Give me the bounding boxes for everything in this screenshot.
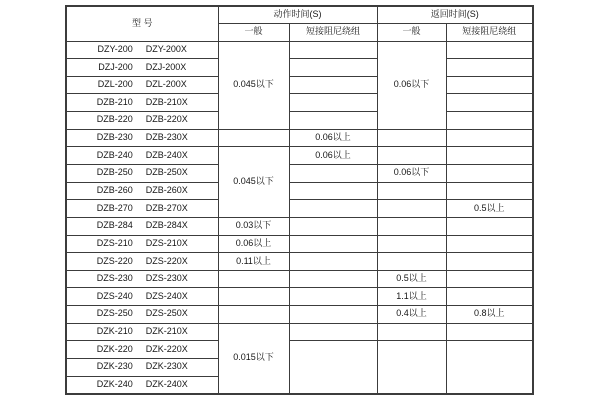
act-damping-cell: 0.06以上: [289, 129, 377, 147]
table-row: [66, 94, 533, 112]
model-cell: DZL-200 DZL-200X: [66, 76, 218, 94]
col-header-return-damping: 短接阻尼绕组: [446, 24, 533, 42]
ret-damping-cell: [446, 182, 533, 200]
ret-general-cell: 0.5以上: [377, 270, 446, 288]
ret-general-cell: [377, 253, 446, 271]
act-damping-cell: [289, 253, 377, 271]
act-damping-cell: [289, 200, 377, 218]
ret-general-cell: 0.06以下: [377, 164, 446, 182]
act-damping-cell: [289, 341, 377, 394]
col-header-action-general: 一般: [218, 24, 289, 42]
act-damping-cell: [289, 288, 377, 306]
model-cell: DZS-230 DZS-230X: [66, 270, 218, 288]
act-damping-cell: [289, 164, 377, 182]
table-row: [66, 323, 533, 341]
ret-damping-cell: [446, 147, 533, 165]
col-header-action-time: 动作时间(S): [218, 6, 377, 24]
act-damping-cell: [289, 182, 377, 200]
act-general-cell: 0.06以上: [218, 235, 289, 253]
act-damping-cell: [289, 94, 377, 112]
model-cell: DZB-260 DZB-260X: [66, 182, 218, 200]
model-cell: DZB-230 DZB-230X: [66, 129, 218, 147]
ret-damping-cell: [446, 270, 533, 288]
spec-table: [65, 5, 534, 395]
act-damping-cell: [289, 76, 377, 94]
act-general-cell: [218, 306, 289, 324]
ret-damping-cell: 0.8以上: [446, 306, 533, 324]
table-row: [66, 76, 533, 94]
ret-damping-cell: [446, 112, 533, 130]
table-row: [66, 288, 533, 306]
act-general-cell: 0.015以下: [218, 323, 289, 394]
ret-damping-cell: [446, 164, 533, 182]
col-header-model: 型 号: [66, 6, 218, 41]
spec-table-container: [65, 5, 534, 395]
ret-damping-cell: [446, 323, 533, 341]
model-cell: DZB-210 DZB-210X: [66, 94, 218, 112]
ret-general-cell: [377, 129, 446, 147]
ret-general-cell: 0.4以上: [377, 306, 446, 324]
table-row: [66, 200, 533, 218]
model-cell: DZK-220 DZK-220X: [66, 341, 218, 359]
act-damping-cell: [289, 306, 377, 324]
table-row: [66, 147, 533, 165]
table-row: [66, 182, 533, 200]
ret-damping-cell: [446, 41, 533, 59]
ret-damping-cell: [446, 94, 533, 112]
table-row: [66, 341, 533, 359]
act-damping-cell: [289, 41, 377, 59]
ret-damping-cell: [446, 129, 533, 147]
act-general-cell: [218, 129, 289, 147]
model-cell: DZS-210 DZS-210X: [66, 235, 218, 253]
model-cell: DZK-210 DZK-210X: [66, 323, 218, 341]
table-header: [66, 6, 533, 41]
act-damping-cell: [289, 323, 377, 341]
act-damping-cell: [289, 112, 377, 130]
ret-general-cell: [377, 323, 446, 341]
act-general-cell: 0.11以上: [218, 253, 289, 271]
ret-damping-cell: 0.5以上: [446, 200, 533, 218]
ret-general-cell: [377, 182, 446, 200]
table-body: [66, 41, 533, 394]
table-row: [66, 41, 533, 59]
model-cell: DZB-284 DZB-284X: [66, 217, 218, 235]
act-damping-cell: 0.06以上: [289, 147, 377, 165]
act-general-cell: [218, 288, 289, 306]
ret-damping-cell: [446, 288, 533, 306]
table-row: [66, 59, 533, 77]
ret-general-cell: [377, 217, 446, 235]
act-general-cell: 0.03以下: [218, 217, 289, 235]
model-cell: DZJ-200 DZJ-200X: [66, 59, 218, 77]
ret-general-cell: [377, 200, 446, 218]
ret-general-cell: 1.1以上: [377, 288, 446, 306]
ret-damping-cell: [446, 235, 533, 253]
act-damping-cell: [289, 217, 377, 235]
ret-damping-cell: [446, 76, 533, 94]
act-damping-cell: [289, 235, 377, 253]
col-header-action-damping: 短接阻尼绕组: [289, 24, 377, 42]
ret-damping-cell: [446, 217, 533, 235]
model-cell: DZB-240 DZB-240X: [66, 147, 218, 165]
model-cell: DZB-270 DZB-270X: [66, 200, 218, 218]
model-cell: DZY-200 DZY-200X: [66, 41, 218, 59]
table-row: [66, 112, 533, 130]
act-damping-cell: [289, 270, 377, 288]
col-header-return-general: 一般: [377, 24, 446, 42]
ret-general-cell: 0.06以下: [377, 41, 446, 129]
act-general-cell: 0.045以下: [218, 41, 289, 129]
ret-general-cell: [377, 235, 446, 253]
table-row: [66, 306, 533, 324]
model-cell: DZS-250 DZS-250X: [66, 306, 218, 324]
table-row: [66, 164, 533, 182]
act-general-cell: 0.045以下: [218, 147, 289, 218]
model-cell: DZS-240 DZS-240X: [66, 288, 218, 306]
act-general-cell: [218, 270, 289, 288]
ret-damping-cell: [446, 341, 533, 394]
model-cell: DZS-220 DZS-220X: [66, 253, 218, 271]
ret-general-cell: [377, 341, 446, 394]
table-row: [66, 235, 533, 253]
act-damping-cell: [289, 59, 377, 77]
table-row: [66, 217, 533, 235]
col-header-return-time: 返回时间(S): [377, 6, 533, 24]
model-cell: DZB-250 DZB-250X: [66, 164, 218, 182]
ret-damping-cell: [446, 59, 533, 77]
model-cell: DZB-220 DZB-220X: [66, 112, 218, 130]
model-cell: DZK-240 DZK-240X: [66, 376, 218, 394]
table-row: [66, 270, 533, 288]
ret-damping-cell: [446, 253, 533, 271]
table-row: [66, 129, 533, 147]
ret-general-cell: [377, 147, 446, 165]
table-row: [66, 253, 533, 271]
model-cell: DZK-230 DZK-230X: [66, 359, 218, 377]
